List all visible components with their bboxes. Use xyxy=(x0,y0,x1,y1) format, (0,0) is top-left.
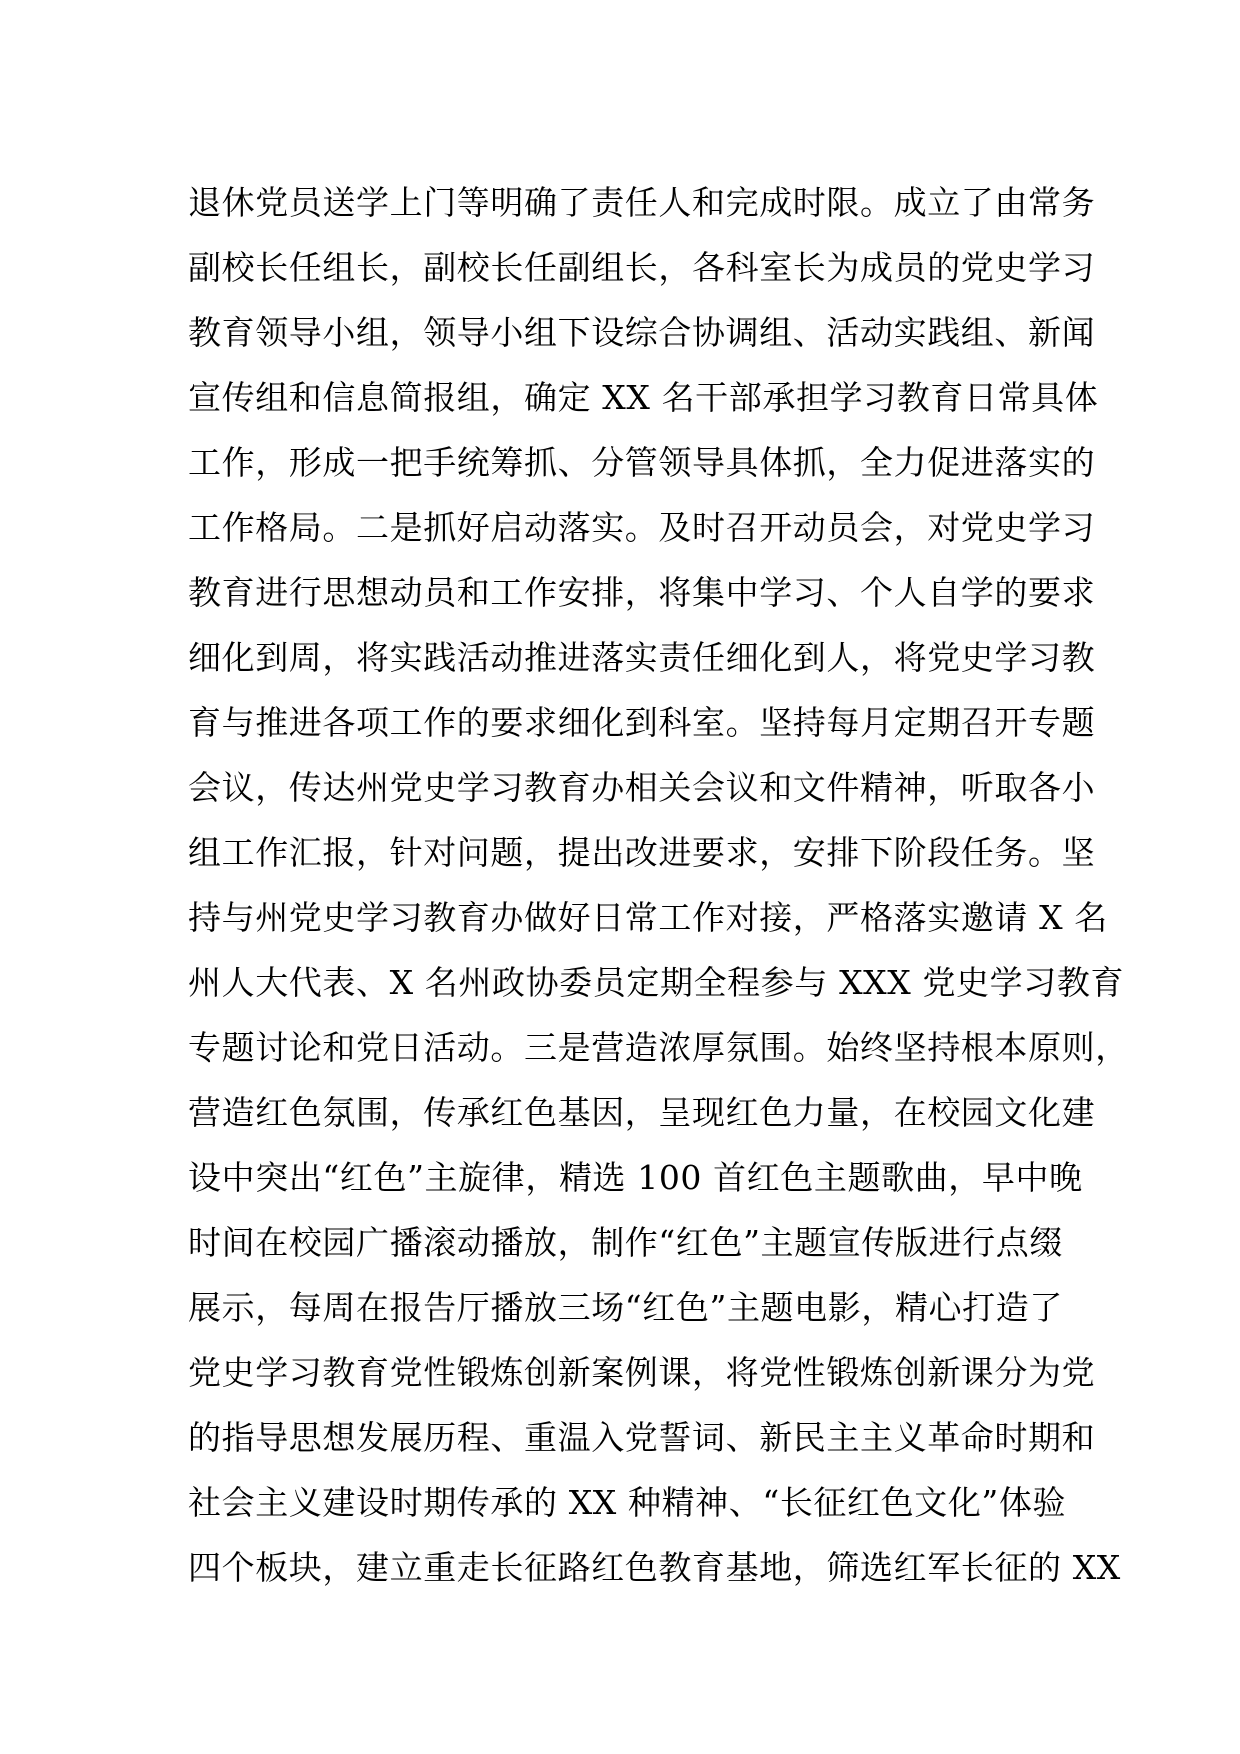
text-line: 州人大代表、X 名州政协委员定期全程参与 XXX 党史学习教育 xyxy=(188,963,1125,1002)
text-line: 细化到周，将实践活动推进落实责任细化到人，将党史学习教 xyxy=(188,638,1096,677)
text-line: 设中突出“红色”主旋律，精选 100 首红色主题歌曲，早中晚 xyxy=(188,1158,1083,1197)
text-line: 工作，形成一把手统筹抓、分管领导具体抓，全力促进落实的 xyxy=(188,443,1096,482)
text-line: 党史学习教育党性锻炼创新案例课，将党性锻炼创新课分为党 xyxy=(188,1353,1096,1392)
text-line: 的指导思想发展历程、重温入党誓词、新民主主义革命时期和 xyxy=(188,1418,1096,1457)
text-line: 会议，传达州党史学习教育办相关会议和文件精神，听取各小 xyxy=(188,768,1096,807)
text-line: 四个板块，建立重走长征路红色教育基地，筛选红军长征的 XX xyxy=(188,1548,1121,1587)
text-line: 副校长任组长，副校长任副组长，各科室长为成员的党史学习 xyxy=(188,248,1096,287)
text-line: 组工作汇报，针对问题，提出改进要求，安排下阶段任务。坚 xyxy=(188,833,1096,872)
text-line: 展示，每周在报告厅播放三场“红色”主题电影，精心打造了 xyxy=(188,1288,1063,1327)
text-line: 教育领导小组，领导小组下设综合协调组、活动实践组、新闻 xyxy=(188,313,1096,352)
text-line: 时间在校园广播滚动播放，制作“红色”主题宣传版进行点缀 xyxy=(188,1223,1063,1262)
text-line: 宣传组和信息简报组，确定 XX 名干部承担学习教育日常具体 xyxy=(188,378,1099,417)
text-line: 持与州党史学习教育办做好日常工作对接，严格落实邀请 X 名 xyxy=(188,898,1108,937)
text-line: 教育进行思想动员和工作安排，将集中学习、个人自学的要求 xyxy=(188,573,1096,612)
body-text xyxy=(188,170,1129,1600)
text-line: 社会主义建设时期传承的 XX 种精神、“长征红色文化”体验 xyxy=(188,1483,1067,1522)
text-line: 专题讨论和党日活动。三是营造浓厚氛围。始终坚持根本原则， xyxy=(188,1028,1129,1067)
text-line: 工作格局。二是抓好启动落实。及时召开动员会，对党史学习 xyxy=(188,508,1096,547)
text-line: 营造红色氛围，传承红色基因，呈现红色力量，在校园文化建 xyxy=(188,1093,1096,1132)
text-line: 退休党员送学上门等明确了责任人和完成时限。成立了由常务 xyxy=(188,183,1096,222)
text-line: 育与推进各项工作的要求细化到科室。坚持每月定期召开专题 xyxy=(188,703,1096,742)
